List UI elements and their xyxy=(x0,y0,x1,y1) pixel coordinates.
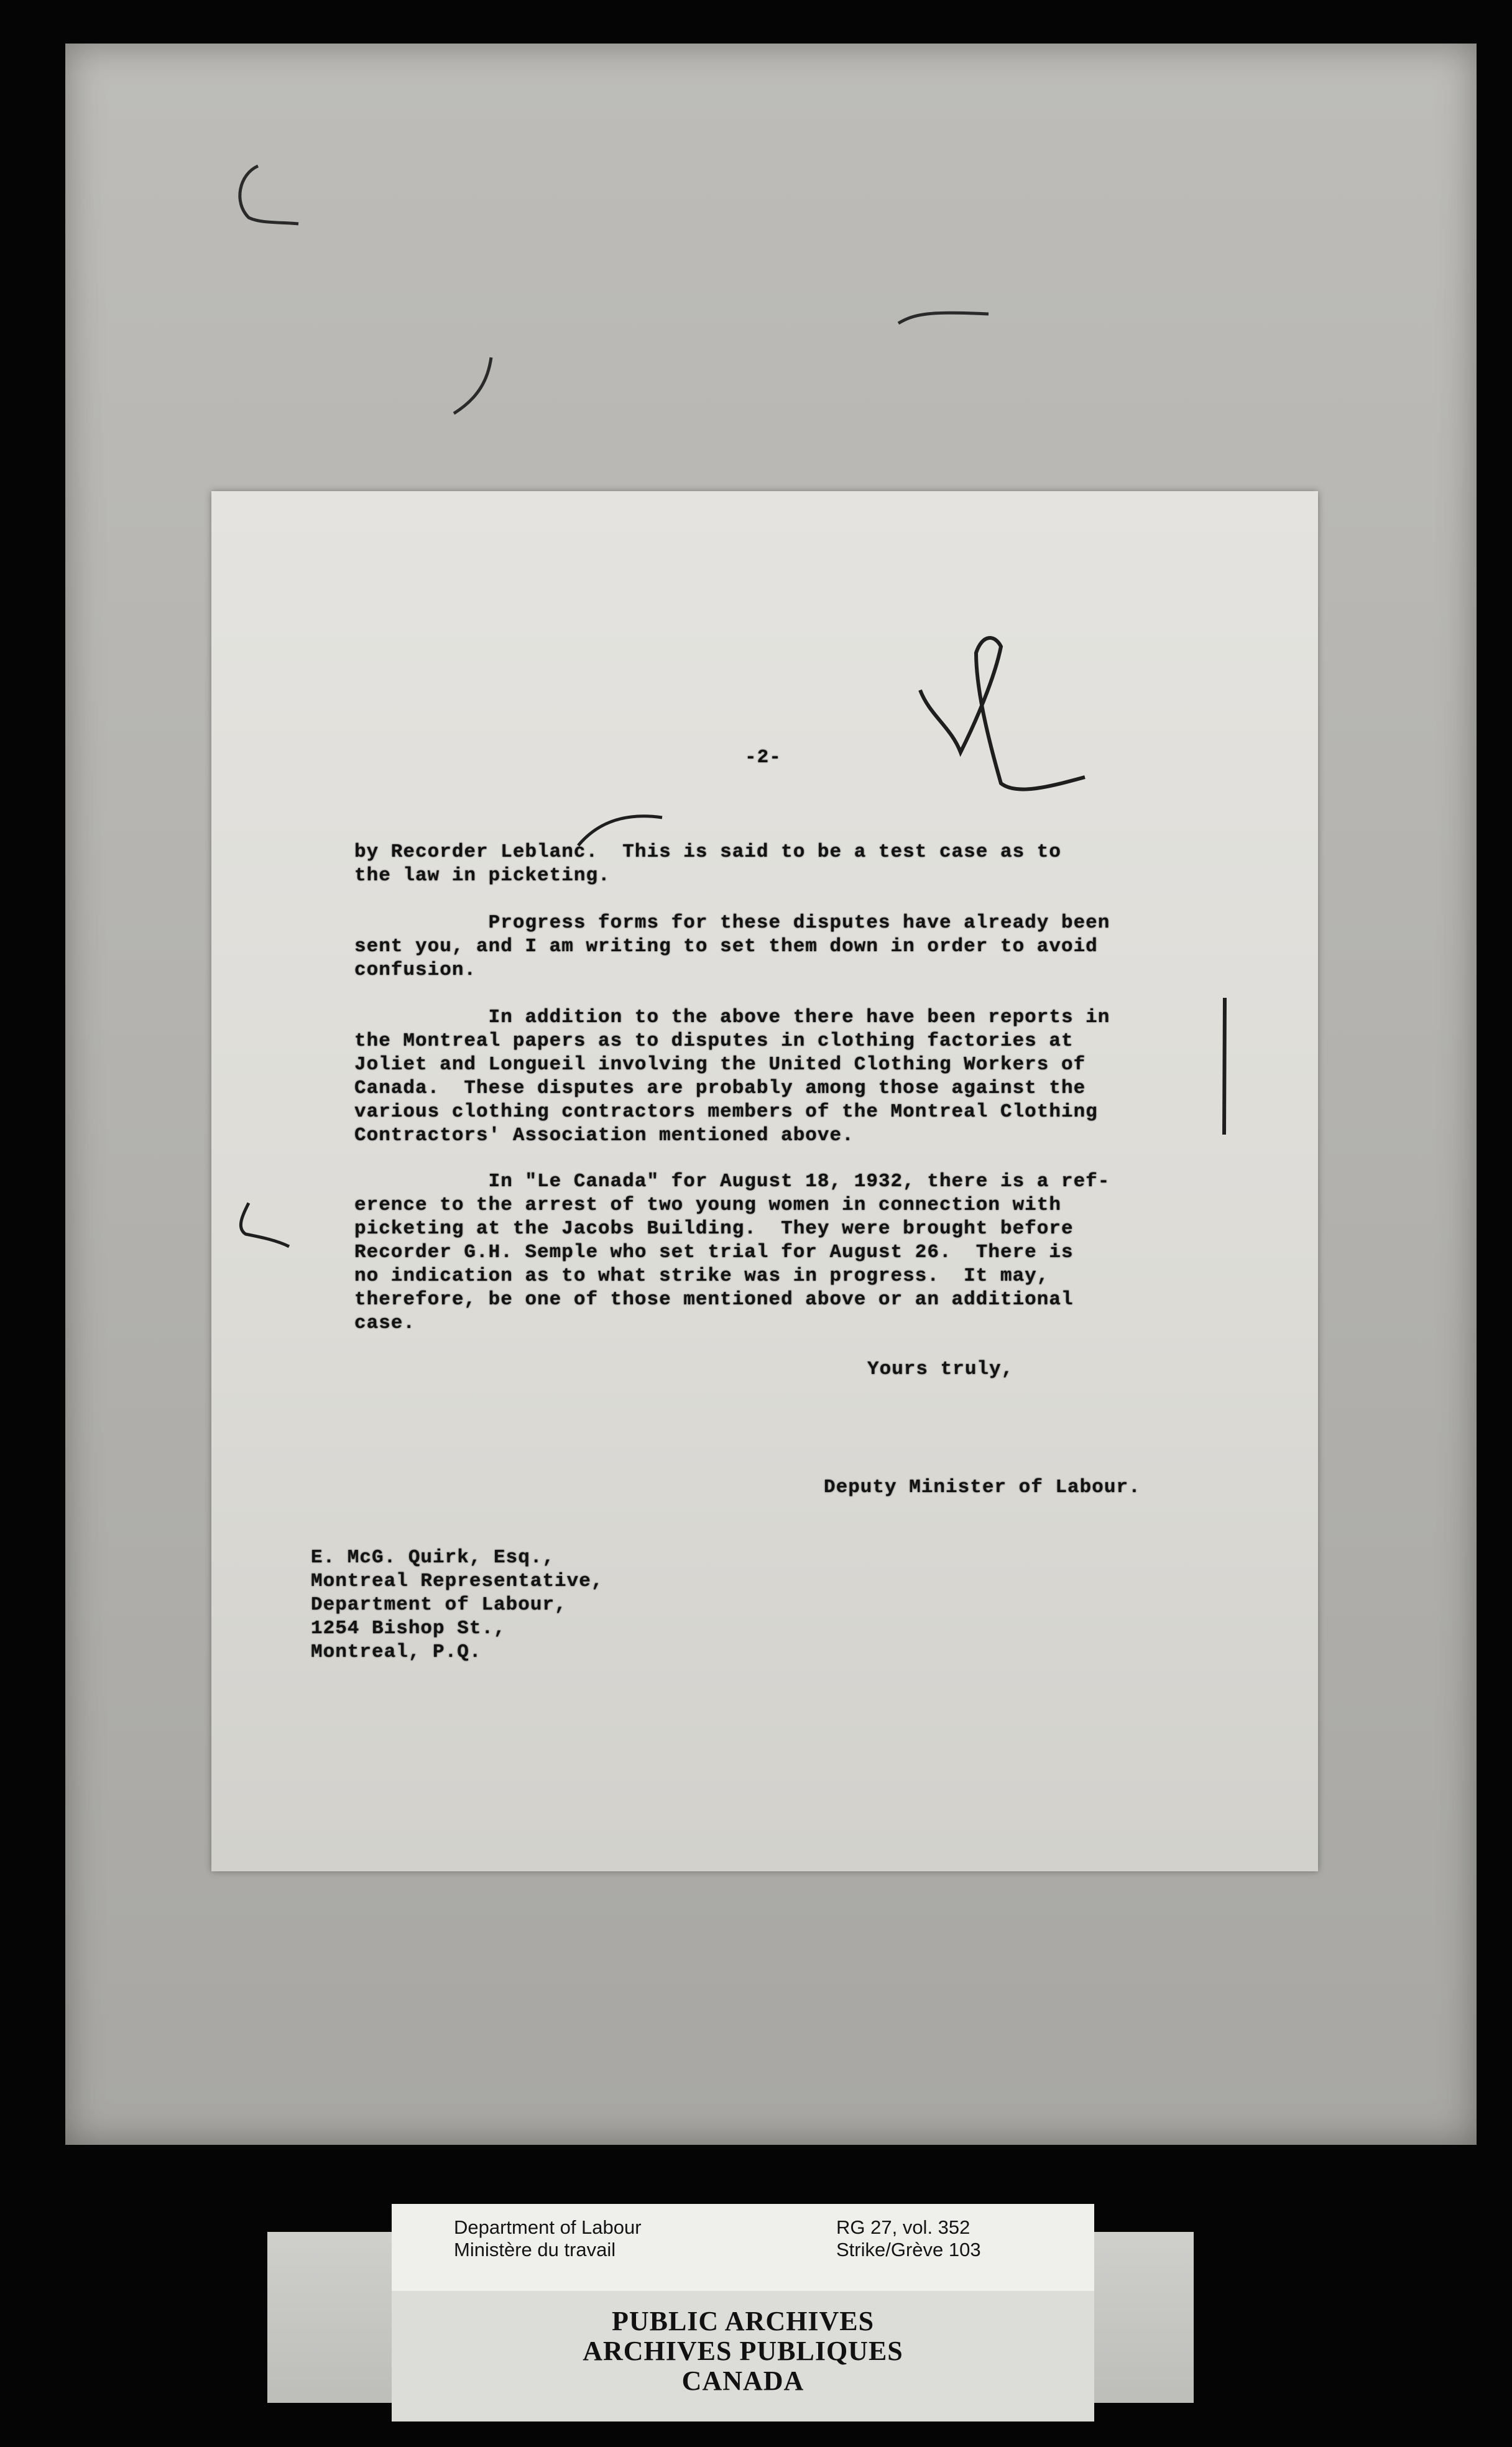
pen-mark-stroke xyxy=(445,354,500,423)
paragraph-4: In "Le Canada" for August 18, 1932, there is a ref- erence to the arrest of two young women in connection with picketing at the Jacobs Building. They were brought before Recorder G.H. Semple who set trial for August 26. There is no indication as to what strike was in progress. It may, therefore, be one of those mentioned above or an additional case. xyxy=(354,1171,1110,1334)
handwritten-annotation xyxy=(908,628,1094,808)
archive-label xyxy=(392,2204,1094,2291)
closing: Yours truly, xyxy=(867,1358,1014,1380)
pen-mark-corner-c xyxy=(224,159,311,233)
stamp-line-1: PUBLIC ARCHIVES xyxy=(611,2306,875,2336)
pen-mark-dash xyxy=(895,298,995,336)
paragraph-2: Progress forms for these disputes have already been sent you, and I am writing to set them down in order to avoid confusion. xyxy=(354,912,1110,981)
stamp-line-2: ARCHIVES PUBLIQUES xyxy=(583,2336,903,2366)
page-number: -2- xyxy=(745,747,781,768)
margin-mark xyxy=(224,1200,292,1250)
stamp-line-3: CANADA xyxy=(681,2366,804,2396)
strike-ref: Strike/Grève 103 xyxy=(836,2239,981,2260)
signature-title: Deputy Minister of Labour. xyxy=(824,1477,1141,1498)
recipient-address: E. McG. Quirk, Esq., Montreal Representative, Department of Labour, 1254 Bishop St., Montreal, P.Q. xyxy=(311,1547,604,1663)
paragraph-3: In addition to the above there have been reports in the Montreal papers as to disputes in clothing factories at Joliet and Longueil involving the United Clothing Workers of Canada. These disputes are probably among those against the various clothing contractors members of the Montreal Clothing Contractors' Association mentioned above. xyxy=(354,1007,1110,1146)
department-en: Department of Labour xyxy=(454,2216,642,2238)
record-group: RG 27, vol. 352 xyxy=(836,2216,970,2238)
department-fr: Ministère du travail xyxy=(454,2239,616,2260)
paragraph-1: by Recorder Leblanc. This is said to be a test case as to the law in picketing. xyxy=(354,841,1061,887)
margin-line xyxy=(1215,995,1234,1138)
